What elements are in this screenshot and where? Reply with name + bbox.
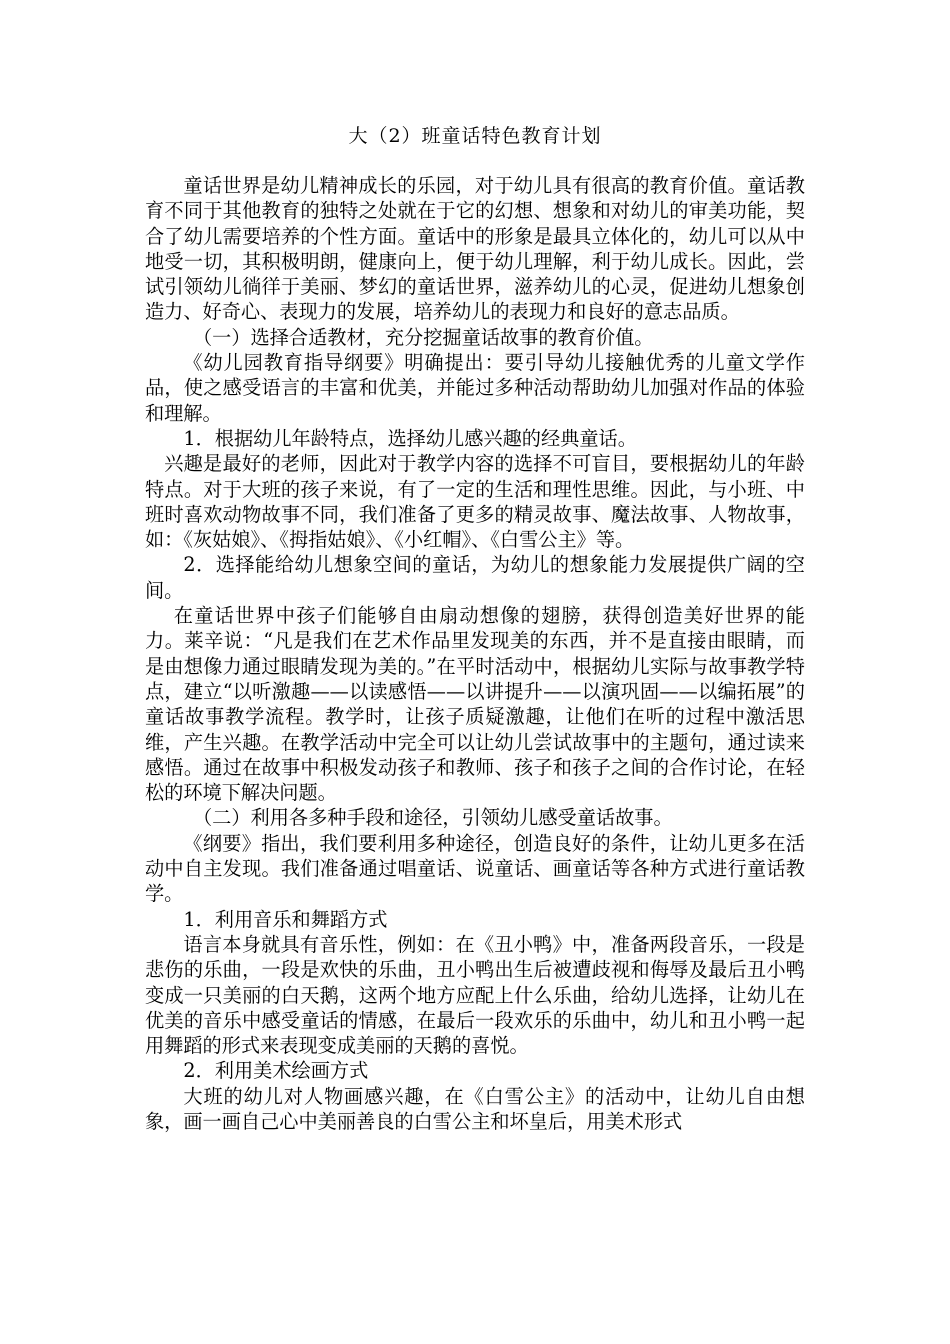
paragraph: 《纲要》指出，我们要利用多种途径，创造良好的条件，让幼儿更多在活动中自主发现。我们准备通过唱童话、说童话、画童话等各种方式进行童话教学。 bbox=[145, 831, 805, 906]
paragraph: 1．利用音乐和舞蹈方式 bbox=[183, 907, 388, 931]
paragraph: 童话世界是幼儿精神成长的乐园，对于幼儿具有很高的教育价值。童话教育不同于其他教育的独特之处就在于它的幻想、想象和对幼儿的审美功能，契合了幼儿需要培养的个性方面。童话中的形象是最具立体化的，幼儿可以从中地受一切，其积极明朗，健康向上，便于幼儿理解，利于幼儿成长。因此，尝试引领幼儿徜徉于美丽、梦幻的童话世界，滋养幼儿的心灵，促进幼儿想象创造力、好奇心、表现力的发展，培养幼儿的表现力和良好的意志品质。 bbox=[145, 174, 805, 324]
paragraph: 《幼儿园教育指导纲要》明确提出：要引导幼儿接触优秀的儿童文学作品，使之感受语言的丰富和优美，并能过多种活动帮助幼儿加强对作品的体验和理解。 bbox=[145, 351, 805, 425]
paragraph: 1．根据幼儿年龄特点，选择幼儿感兴趣的经典童话。 bbox=[183, 426, 637, 450]
document-title: 大（2）班童话特色教育计划 bbox=[348, 125, 602, 147]
paragraph: （一）选择合适教材，充分挖掘童话故事的教育价值。 bbox=[193, 325, 654, 349]
paragraph: 2．选择能给幼儿想象空间的童话，为幼儿的想象能力发展提供广阔的空间。 bbox=[145, 553, 805, 602]
paragraph: 2．利用美术绘画方式 bbox=[183, 1059, 369, 1083]
paragraph: （二）利用各多种手段和途径，引领幼儿感受童话故事。 bbox=[193, 806, 673, 830]
paragraph: 在童话世界中孩子们能够自由扇动想像的翅膀，获得创造美好世界的能力。莱辛说：“凡是我们在艺术作品里发现美的东西，并不是直接由眼睛，而是由想像力通过眼睛发现为美的。”在平时活动中，根据幼儿实际与故事教学特点，建立“以听激趣——以读感悟——以讲提升——以演巩固——以编拓展”的童话故事教学流程。教学时，让孩子质疑激趣，让他们在听的过程中激活思维，产生兴趣。在教学活动中完全可以让幼儿尝试故事中的主题句，通过读来感悟。通过在故事中积极发动孩子和教师、孩子和孩子之间的合作讨论，在轻松的环境下解决问题。 bbox=[145, 604, 805, 805]
paragraph: 大班的幼儿对人物画感兴趣，在《白雪公主》的活动中，让幼儿自由想象，画一画自己心中美丽善良的白雪公主和坏皇后，用美术形式 bbox=[145, 1084, 805, 1133]
paragraph: 语言本身就具有音乐性，例如：在《丑小鸭》中，准备两段音乐，一段是悲伤的乐曲，一段是欢快的乐曲，丑小鸭出生后被遭歧视和侮辱及最后丑小鸭变成一只美丽的白天鹅，这两个地方应配上什么乐曲，给幼儿选择，让幼儿在优美的音乐中感受童话的情感，在最后一段欢乐的乐曲中，幼儿和丑小鸭一起用舞蹈的形式来表现变成美丽的天鹅的喜悦。 bbox=[145, 932, 805, 1058]
paragraph: 兴趣是最好的老师，因此对于教学内容的选择不可盲目，要根据幼儿的年龄特点。对于大班的孩子来说，有了一定的生活和理性思维。因此，与小班、中班时喜欢动物故事不同，我们准备了更多的精灵故事、魔法故事、人物故事，如：《灰姑娘》、《拇指姑娘》、《小红帽》、《白雪公主》等。 bbox=[145, 452, 805, 552]
document-body bbox=[145, 173, 805, 1134]
